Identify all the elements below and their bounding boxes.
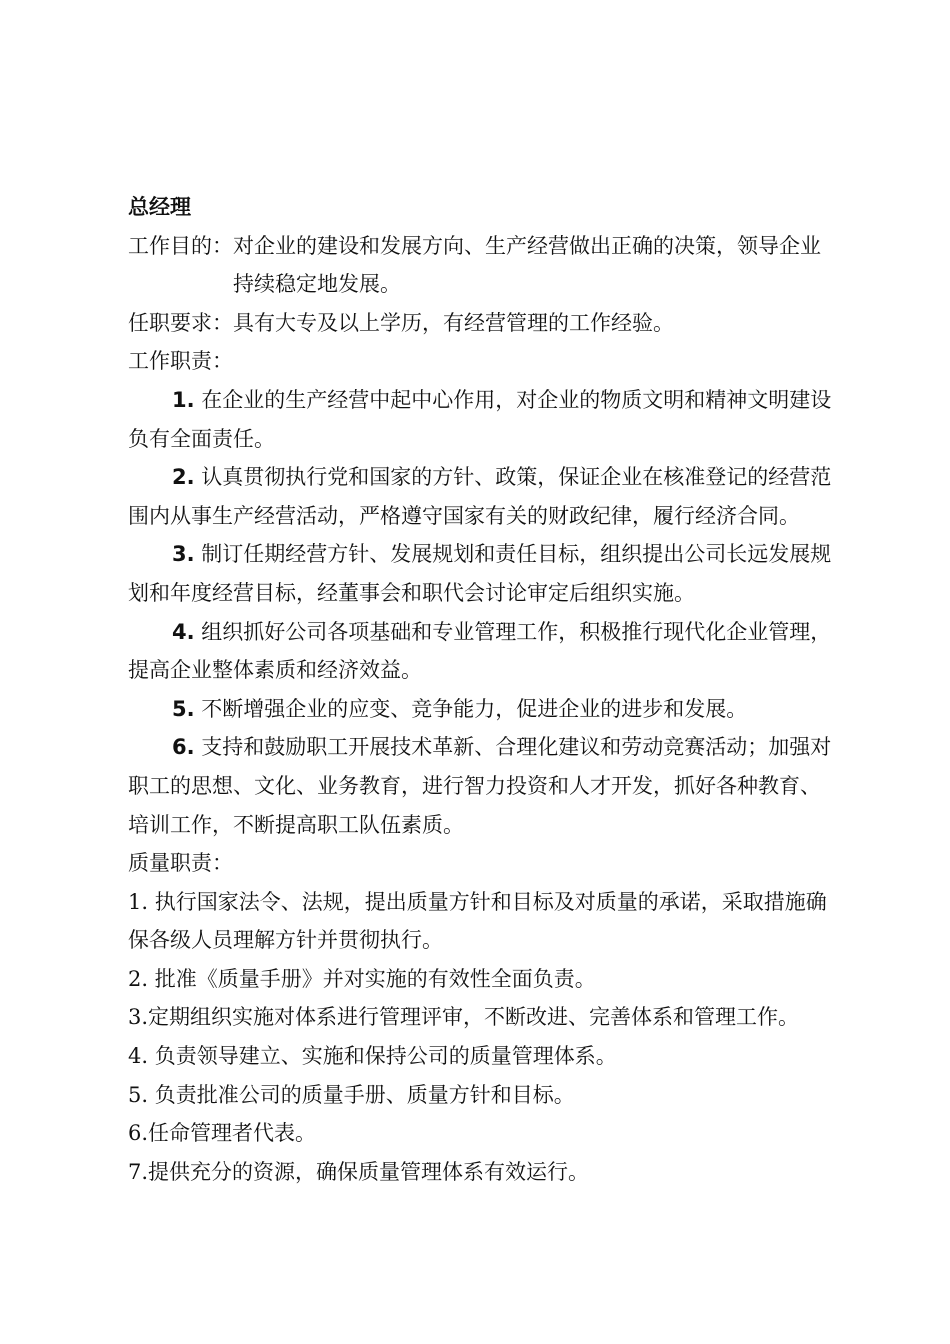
requirement-text: 具有大专及以上学历，有经营管理的工作经验。 bbox=[233, 310, 674, 335]
duty-text: 在企业的生产经营中起中心作用，对企业的物质文明和精神文明建设负有全面责任。 bbox=[128, 387, 832, 451]
duty-text: 认真贯彻执行党和国家的方针、政策，保证企业在核准登记的经营范围内从事生产经营活动，严格遵守国家有关的财政纪律，履行经济合同。 bbox=[128, 465, 832, 528]
purpose-label: 工作目的： bbox=[128, 233, 233, 258]
quality-item-4: 4. 负责领导建立、实施和保持公司的质量管理体系。 bbox=[128, 1044, 617, 1069]
document-page bbox=[128, 188, 838, 1191]
duty-item-4 bbox=[128, 613, 838, 690]
requirement-label: 任职要求： bbox=[128, 310, 233, 335]
requirement-field bbox=[128, 304, 838, 343]
page-title: 总经理 bbox=[128, 195, 191, 219]
duty-item-3 bbox=[128, 535, 838, 612]
duty-text: 制订任期经营方针、发展规划和责任目标，组织提出公司长远发展规划和年度经营目标，经董事会和职代会讨论审定后组织实施。 bbox=[128, 542, 832, 605]
duty-number: 1. bbox=[172, 387, 195, 412]
quality-item-1: 1. 执行国家法令、法规，提出质量方针和目标及对质量的承诺，采取措施确保各级人员理解方针并贯彻执行。 bbox=[128, 889, 827, 953]
duty-number: 2. bbox=[172, 465, 195, 490]
quality-item-6: 6.任命管理者代表。 bbox=[128, 1121, 317, 1146]
purpose-text: 对企业的建设和发展方向、生产经营做出正确的决策，领导企业持续稳定地发展。 bbox=[233, 233, 821, 297]
duty-number: 6. bbox=[172, 735, 195, 760]
duty-text: 支持和鼓励职工开展技术革新、合理化建议和劳动竞赛活动；加强对职工的思想、文化、业务教育，进行智力投资和人才开发，抓好各种教育、培训工作，不断提高职工队伍素质。 bbox=[128, 735, 832, 837]
duty-number: 3. bbox=[172, 542, 195, 567]
quality-heading: 质量职责： bbox=[128, 851, 233, 876]
quality-item-7: 7.提供充分的资源，确保质量管理体系有效运行。 bbox=[128, 1159, 590, 1184]
quality-item-3: 3.定期组织实施对体系进行管理评审，不断改进、完善体系和管理工作。 bbox=[128, 1005, 800, 1030]
duty-text: 组织抓好公司各项基础和专业管理工作，积极推行现代化企业管理，提高企业整体素质和经济效益。 bbox=[128, 619, 832, 683]
duty-item-2 bbox=[128, 458, 838, 535]
duty-item-5 bbox=[128, 690, 838, 729]
duty-text: 不断增强企业的应变、竞争能力，促进企业的进步和发展。 bbox=[194, 696, 748, 721]
duty-number: 4. bbox=[172, 619, 195, 644]
duty-number: 5. bbox=[172, 696, 195, 721]
quality-item-2: 2. 批准《质量手册》并对实施的有效性全面负责。 bbox=[128, 966, 596, 991]
purpose-field bbox=[128, 227, 838, 304]
duty-item-1 bbox=[128, 381, 838, 458]
duty-item-6 bbox=[128, 728, 838, 844]
quality-item-5: 5. 负责批准公司的质量手册、质量方针和目标。 bbox=[128, 1082, 575, 1107]
duties-heading: 工作职责： bbox=[128, 349, 233, 374]
